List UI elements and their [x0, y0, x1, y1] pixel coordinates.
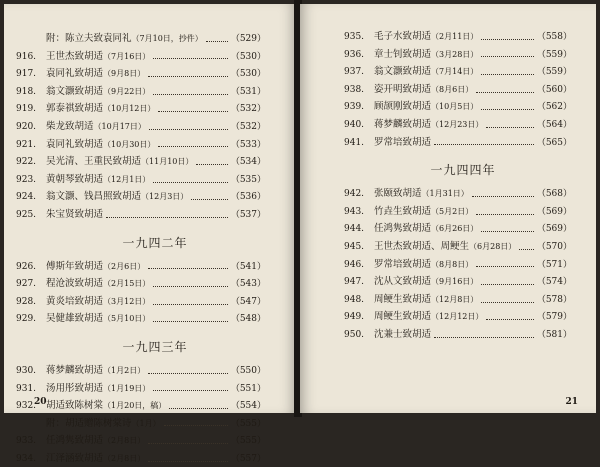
- toc-entry[interactable]: [4, 171, 296, 189]
- entry-title: [374, 256, 473, 270]
- dot-leader: [153, 389, 228, 391]
- entry-page-ref: （532）: [230, 121, 266, 132]
- entry-title-text: 翁文灏致胡适: [46, 85, 104, 97]
- toc-entry[interactable]: [4, 153, 296, 171]
- toc-entry[interactable]: [4, 415, 296, 433]
- toc-entry[interactable]: [300, 238, 596, 256]
- entry-date-note: （12月1日）: [103, 174, 151, 184]
- entry-date-note: （3月28日）: [431, 49, 479, 59]
- year-heading: 一九四四年: [430, 163, 496, 178]
- toc-entry[interactable]: [4, 100, 296, 118]
- toc-entry[interactable]: [4, 188, 296, 206]
- toc-entry[interactable]: [300, 134, 596, 152]
- dot-leader: [153, 320, 228, 322]
- entry-date-note: （8月6日）: [431, 84, 474, 94]
- entry-page-ref: （535）: [230, 174, 266, 185]
- entry-title-text: 章士钊致胡适: [374, 48, 432, 60]
- entry-title: [374, 203, 473, 217]
- left-page-number: 20: [34, 397, 47, 407]
- toc-entry[interactable]: [4, 310, 296, 328]
- entry-number: 931.: [16, 383, 37, 394]
- toc-entry[interactable]: [4, 397, 296, 415]
- entry-title: [46, 65, 145, 79]
- entry-page-ref: （555）: [230, 436, 266, 447]
- entry-number: 943.: [344, 206, 365, 217]
- entry-date-note: （11月10日）: [141, 157, 194, 167]
- entry-title: [374, 116, 483, 130]
- toc-entry[interactable]: [4, 30, 296, 48]
- entry-number: 948.: [344, 294, 365, 305]
- dot-leader: [481, 38, 534, 40]
- entry-page-ref: （532）: [230, 104, 266, 115]
- dot-leader: [164, 424, 228, 426]
- dot-leader: [148, 442, 228, 444]
- entry-page-ref: （529）: [230, 34, 266, 44]
- toc-entry[interactable]: [300, 81, 596, 99]
- toc-entry[interactable]: [4, 136, 296, 154]
- dot-leader: [476, 213, 534, 215]
- entry-title-text: 程沧波致胡适: [46, 278, 104, 290]
- dot-leader: [486, 318, 533, 320]
- entry-page-ref: （537）: [230, 209, 266, 220]
- entry-title-text: 吴光清、王重民致胡适: [46, 156, 142, 168]
- entry-number: 939.: [344, 102, 365, 113]
- entry-title-text: 吴健雄致胡适: [46, 313, 104, 325]
- entry-date-note: （9月8日）: [103, 69, 146, 79]
- entry-title: [46, 188, 188, 202]
- dot-leader: [153, 285, 228, 287]
- entry-number: 924.: [16, 192, 37, 203]
- entry-title: [46, 258, 145, 272]
- entry-date-note: （6月28日）: [469, 241, 517, 251]
- entry-number: 944.: [344, 224, 365, 235]
- entry-page-ref: （548）: [230, 314, 266, 325]
- entry-number: 926.: [16, 261, 37, 272]
- dot-leader: [434, 143, 534, 145]
- entry-title-text: 周鲠生致胡适: [374, 311, 432, 323]
- entry-title-text: 汤用彤致胡适: [46, 382, 104, 394]
- entry-title-text: 沈从文致胡适: [374, 276, 432, 288]
- dot-leader: [191, 198, 228, 200]
- right-page-number: 21: [565, 397, 578, 407]
- toc-entry[interactable]: [300, 308, 596, 326]
- entry-date-note: （3月12日）: [103, 296, 151, 306]
- entry-page-ref: （570）: [536, 241, 572, 252]
- entry-title: [46, 450, 145, 464]
- entry-title-text: 翁文灏致胡适: [374, 66, 432, 78]
- entry-page-ref: （557）: [230, 453, 266, 464]
- entry-page-ref: （534）: [230, 157, 266, 168]
- entry-date-note: （2月11日）: [431, 32, 479, 41]
- entry-page-ref: （562）: [536, 102, 572, 113]
- entry-number: 918.: [16, 86, 37, 97]
- toc-entry[interactable]: [300, 98, 596, 116]
- dot-leader: [481, 73, 534, 75]
- entry-date-note: （10月17日）: [93, 121, 146, 131]
- entry-number: 927.: [16, 279, 37, 290]
- entry-title: [46, 310, 150, 324]
- entry-title: [374, 81, 473, 95]
- entry-number: 916.: [16, 51, 37, 62]
- toc-entry[interactable]: [4, 275, 296, 293]
- entry-date-note: （12月23日）: [431, 119, 484, 129]
- dot-leader: [148, 460, 228, 462]
- entry-date-note: （5月10日）: [103, 314, 151, 324]
- entry-number: 929.: [16, 314, 37, 325]
- entry-date-note: （7月16日）: [103, 51, 151, 61]
- entry-title: [374, 98, 478, 112]
- entry-number: 940.: [344, 119, 365, 130]
- entry-title: [46, 397, 166, 411]
- dot-leader: [206, 40, 228, 42]
- entry-date-note: （10月30日）: [103, 139, 156, 149]
- entry-number: 919.: [16, 104, 37, 115]
- right-toc-list: [300, 28, 596, 344]
- entry-page-ref: （554）: [230, 401, 266, 412]
- toc-entry[interactable]: [4, 432, 296, 450]
- entry-date-note: （1月2日）: [103, 365, 146, 375]
- entry-page-ref: （579）: [536, 312, 572, 323]
- entry-title: [46, 153, 193, 167]
- entry-date-note: （5月2日）: [431, 206, 474, 216]
- entry-number: 936.: [344, 49, 365, 60]
- dot-leader: [148, 75, 228, 77]
- toc-entry[interactable]: [300, 291, 596, 309]
- entry-title-text: 黄炎培致胡适: [46, 295, 104, 307]
- entry-date-note: （12月3日）: [141, 192, 189, 202]
- entry-number: 922.: [16, 157, 37, 168]
- entry-number: 930.: [16, 365, 37, 376]
- dot-leader: [476, 265, 534, 267]
- entry-title-text: 周鲠生致胡适: [374, 293, 432, 305]
- entry-title-text: 胡适致陈树棠: [46, 400, 104, 412]
- entry-date-note: （9月22日）: [103, 86, 151, 96]
- entry-number: 934.: [16, 453, 37, 464]
- entry-title: [46, 362, 145, 376]
- entry-title-text: 袁同礼致胡适: [46, 68, 104, 80]
- entry-title-text: 附：胡适赠陈树棠诗: [46, 417, 132, 429]
- entry-number: 917.: [16, 69, 37, 80]
- entry-page-ref: （533）: [230, 139, 266, 150]
- entry-page-ref: （536）: [230, 192, 266, 203]
- dot-leader: [481, 230, 534, 232]
- entry-page-ref: （551）: [230, 383, 266, 394]
- entry-number: 938.: [344, 84, 365, 95]
- entry-page-ref: （568）: [536, 189, 572, 200]
- entry-date-note: （2月8日）: [103, 436, 146, 446]
- entry-page-ref: （581）: [536, 329, 572, 340]
- dot-leader: [149, 128, 228, 130]
- toc-entry[interactable]: [300, 256, 596, 274]
- entry-title-text: 蒋梦麟致胡适: [46, 364, 104, 376]
- entry-page-ref: （547）: [230, 296, 266, 307]
- entry-date-note: （10月12日）: [103, 104, 156, 114]
- entry-title-text: 竹垚生致胡适: [374, 205, 432, 217]
- entry-title-text: 姿开明致胡适: [374, 83, 432, 95]
- entry-date-note: （6月26日）: [431, 224, 479, 234]
- entry-page-ref: （531）: [230, 86, 266, 97]
- entry-number: 945.: [344, 241, 365, 252]
- entry-title-text: 翁文灏、钱昌照致胡适: [46, 191, 142, 203]
- entry-title: [374, 326, 431, 340]
- entry-title-text: 毛子水致胡适: [374, 31, 432, 42]
- entry-number: 920.: [16, 121, 37, 132]
- entry-page-ref: （530）: [230, 69, 266, 80]
- year-heading: 一九四二年: [122, 235, 188, 250]
- dot-leader: [158, 110, 227, 112]
- entry-title: [374, 63, 478, 77]
- toc-entry[interactable]: [300, 46, 596, 64]
- dot-leader: [486, 126, 533, 128]
- entry-page-ref: （543）: [230, 279, 266, 290]
- toc-entry[interactable]: [300, 28, 596, 46]
- left-page: [4, 4, 296, 464]
- dot-leader: [169, 407, 228, 409]
- entry-title: [46, 48, 150, 62]
- entry-number: 946.: [344, 259, 365, 270]
- entry-title: [46, 432, 145, 446]
- entry-date-note: （12月12日）: [431, 312, 484, 322]
- entry-number: 921.: [16, 139, 37, 150]
- toc-entry[interactable]: [300, 273, 596, 291]
- entry-page-ref: （571）: [536, 259, 572, 270]
- entry-date-note: （2月6日）: [103, 261, 146, 271]
- entry-title-text: 傅斯年致胡适: [46, 260, 104, 272]
- dot-leader: [434, 336, 534, 338]
- entry-date-note: （8月8日）: [431, 259, 474, 269]
- entry-title: [46, 380, 150, 394]
- entry-title: [46, 415, 161, 429]
- dot-leader: [481, 55, 534, 57]
- entry-title-text: 王世杰致胡适、周鲠生: [374, 240, 470, 252]
- toc-entry[interactable]: [4, 83, 296, 101]
- entry-title: [46, 293, 150, 307]
- entry-date-note: （1月19日）: [103, 383, 151, 393]
- entry-date-note: （2月8日）: [103, 453, 146, 463]
- entry-date-note: （2月15日）: [103, 279, 151, 289]
- entry-date-note: （9月16日）: [431, 277, 479, 287]
- entry-page-ref: （569）: [536, 206, 572, 217]
- toc-entry[interactable]: [4, 362, 296, 380]
- year-heading: 一九四三年: [122, 339, 188, 354]
- entry-date-note: （7月14日）: [431, 67, 479, 77]
- toc-entry[interactable]: [4, 118, 296, 136]
- dot-leader: [158, 145, 227, 147]
- entry-page-ref: （550）: [230, 365, 266, 376]
- dot-leader: [519, 248, 534, 250]
- entry-number: 933.: [16, 436, 37, 447]
- entry-number: 942.: [344, 189, 365, 200]
- toc-entry[interactable]: [4, 380, 296, 398]
- entry-title: [46, 171, 150, 185]
- entry-page-ref: （560）: [536, 84, 572, 95]
- entry-title: [46, 275, 150, 289]
- dot-leader: [153, 181, 228, 183]
- entry-page-ref: （530）: [230, 51, 266, 62]
- entry-title: [374, 291, 478, 305]
- toc-entry[interactable]: [4, 206, 296, 224]
- toc-entry[interactable]: [4, 65, 296, 83]
- entry-number: 941.: [344, 137, 365, 148]
- entry-page-ref: （559）: [536, 49, 572, 60]
- dot-leader: [153, 93, 228, 95]
- toc-entry[interactable]: [4, 293, 296, 311]
- left-toc-list: [4, 30, 296, 467]
- dot-leader: [153, 57, 228, 59]
- dot-leader: [481, 108, 534, 110]
- entry-title: [46, 100, 155, 114]
- toc-entry[interactable]: [300, 116, 596, 134]
- dot-leader: [106, 216, 228, 218]
- entry-title: [46, 83, 150, 97]
- entry-title-text: 沈兼士致胡适: [374, 328, 432, 340]
- entry-page-ref: （564）: [536, 119, 572, 130]
- entry-number: 925.: [16, 209, 37, 220]
- entry-title-text: 袁同礼致胡适: [46, 138, 104, 150]
- entry-number: 935.: [344, 32, 365, 42]
- entry-title: [46, 136, 155, 150]
- entry-title-text: 黄朝琴致胡适: [46, 173, 104, 185]
- entry-title-text: 蒋梦麟致胡适: [374, 118, 432, 130]
- entry-page-ref: （565）: [536, 137, 572, 148]
- entry-title: [374, 28, 478, 42]
- entry-title: [46, 118, 146, 132]
- entry-page-ref: （574）: [536, 277, 572, 288]
- entry-title: [374, 185, 469, 199]
- entry-title: [46, 206, 103, 220]
- entry-title-text: 柴龙致胡适: [46, 120, 94, 132]
- entry-title-text: 罗常培致胡适: [374, 136, 432, 148]
- toc-entry[interactable]: [4, 48, 296, 66]
- entry-date-note: （1月31日）: [421, 189, 469, 199]
- entry-page-ref: （555）: [230, 418, 266, 429]
- entry-number: 949.: [344, 312, 365, 323]
- toc-entry[interactable]: [300, 220, 596, 238]
- toc-entry[interactable]: [4, 450, 296, 467]
- toc-entry[interactable]: [300, 63, 596, 81]
- entry-page-ref: （558）: [536, 32, 572, 42]
- toc-entry[interactable]: [300, 185, 596, 203]
- dot-leader: [481, 301, 534, 303]
- entry-number: 947.: [344, 277, 365, 288]
- entry-title-text: 罗常培致胡适: [374, 258, 432, 270]
- entry-page-ref: （578）: [536, 294, 572, 305]
- entry-title: [374, 134, 431, 148]
- entry-title: [46, 30, 203, 44]
- entry-date-note: （1月20日，稿）: [103, 401, 167, 411]
- entry-title-text: 附：陈立夫致袁同礼: [46, 33, 132, 44]
- dot-leader: [148, 267, 228, 269]
- toc-entry[interactable]: [300, 326, 596, 344]
- entry-title-text: 任鸿隽致胡适: [46, 435, 104, 447]
- entry-date-note: （1月）: [131, 418, 161, 428]
- right-page: [300, 4, 596, 413]
- entry-date-note: （12月8日）: [431, 294, 479, 304]
- entry-title-text: 王世杰致胡适: [46, 50, 104, 62]
- entry-number: 932.: [16, 401, 37, 412]
- entry-title: [374, 220, 478, 234]
- entry-title: [374, 308, 483, 322]
- dot-leader: [153, 303, 228, 305]
- entry-title-text: 江泽涵致胡适: [46, 452, 104, 464]
- entry-title-text: 顾颉刚致胡适: [374, 101, 432, 113]
- dot-leader: [481, 283, 534, 285]
- entry-title: [374, 273, 478, 287]
- entry-page-ref: （559）: [536, 67, 572, 78]
- toc-entry[interactable]: [300, 203, 596, 221]
- toc-entry[interactable]: [4, 258, 296, 276]
- entry-title-text: 朱宝贤致胡适: [46, 208, 104, 220]
- entry-title-text: 张颐致胡适: [374, 188, 422, 200]
- entry-page-ref: （541）: [230, 261, 266, 272]
- entry-number: 928.: [16, 296, 37, 307]
- entry-title-text: 任鸿隽致胡适: [374, 223, 432, 235]
- entry-date-note: （7月10日，抄件）: [131, 34, 203, 43]
- entry-date-note: （10月5日）: [431, 102, 479, 112]
- dot-leader: [148, 372, 228, 374]
- entry-number: 937.: [344, 67, 365, 78]
- entry-title-text: 郭泰祺致胡适: [46, 103, 104, 115]
- dot-leader: [476, 91, 534, 93]
- entry-title: [374, 238, 516, 252]
- entry-number: 950.: [344, 329, 365, 340]
- entry-title: [374, 46, 478, 60]
- dot-leader: [472, 195, 534, 197]
- entry-number: 923.: [16, 174, 37, 185]
- entry-page-ref: （569）: [536, 224, 572, 235]
- dot-leader: [196, 163, 227, 165]
